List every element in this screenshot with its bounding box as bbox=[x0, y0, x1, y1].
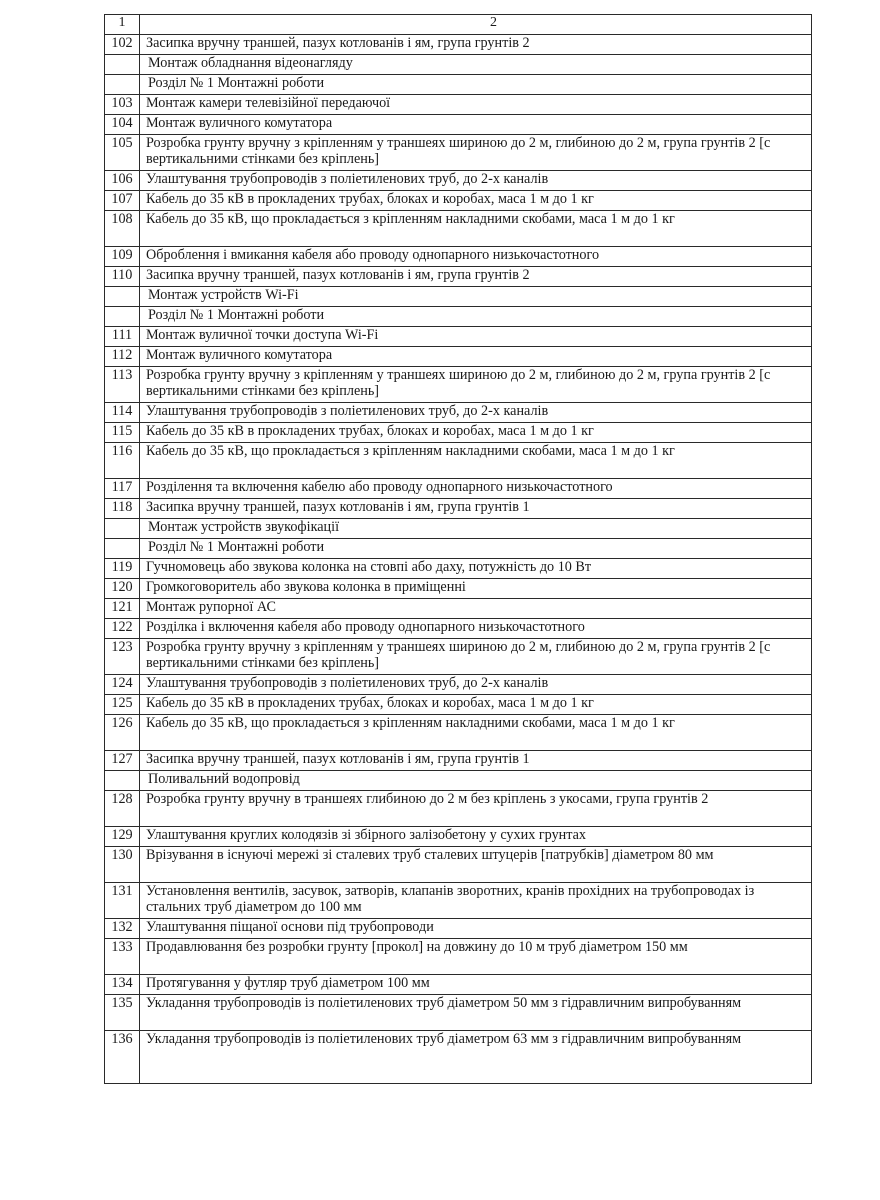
table-row bbox=[105, 307, 812, 327]
table-row bbox=[105, 559, 812, 579]
row-number: 128 bbox=[105, 791, 140, 827]
row-description: Укладання трубопроводів із поліетиленових труб діаметром 63 мм з гідравличним випробуванням bbox=[140, 1031, 812, 1084]
row-description: Гучномовець або звукова колонка на стовпі або даху, потужність до 10 Вт bbox=[140, 559, 812, 579]
row-number bbox=[105, 75, 140, 95]
row-number: 116 bbox=[105, 443, 140, 479]
table-row bbox=[105, 919, 812, 939]
row-number: 110 bbox=[105, 267, 140, 287]
table-row bbox=[105, 287, 812, 307]
row-description: Розділ № 1 Монтажні роботи bbox=[140, 75, 812, 95]
table-row bbox=[105, 579, 812, 599]
row-number: 106 bbox=[105, 171, 140, 191]
row-description: Розробка грунту вручну з кріпленням у траншеях шириною до 2 м, глибиною до 2 м, група грунтів 2 [с вертикальними стінками без кріплень] bbox=[140, 639, 812, 675]
table-row bbox=[105, 115, 812, 135]
row-number: 133 bbox=[105, 939, 140, 975]
estimate-table-body bbox=[105, 15, 812, 1084]
row-description: Розділка і включення кабеля або проводу однопарного низькочастотного bbox=[140, 619, 812, 639]
row-description: Оброблення і вмикання кабеля або проводу однопарного низькочастотного bbox=[140, 247, 812, 267]
row-description: Засипка вручну траншей, пазух котлованів і ям, група грунтів 2 bbox=[140, 267, 812, 287]
table-row bbox=[105, 135, 812, 171]
row-number: 126 bbox=[105, 715, 140, 751]
row-number: 108 bbox=[105, 211, 140, 247]
row-description: Кабель до 35 кВ, що прокладається з кріпленням накладними скобами, маса 1 м до 1 кг bbox=[140, 211, 812, 247]
row-description: Врізування в існуючі мережі зі сталевих труб сталевих штуцерів [патрубків] діаметром 80 мм bbox=[140, 847, 812, 883]
row-number: 123 bbox=[105, 639, 140, 675]
row-description: Кабель до 35 кВ в прокладених трубах, блоках и коробах, маса 1 м до 1 кг bbox=[140, 695, 812, 715]
table-row bbox=[105, 883, 812, 919]
table-row bbox=[105, 191, 812, 211]
table-row bbox=[105, 95, 812, 115]
document-sheet bbox=[104, 14, 812, 1084]
table-row bbox=[105, 403, 812, 423]
table-row bbox=[105, 751, 812, 771]
table-header-row bbox=[105, 15, 812, 35]
row-number bbox=[105, 539, 140, 559]
table-row bbox=[105, 423, 812, 443]
table-row bbox=[105, 939, 812, 975]
table-row bbox=[105, 327, 812, 347]
row-description: Монтаж устройств Wi-Fi bbox=[140, 287, 812, 307]
row-description: Розробка грунту вручну з кріпленням у траншеях шириною до 2 м, глибиною до 2 м, група грунтів 2 [с вертикальними стінками без кріплень] bbox=[140, 367, 812, 403]
row-description: Розробка грунту вручну в траншеях глибиною до 2 м без кріплень з укосами, група грунтів 2 bbox=[140, 791, 812, 827]
row-number: 132 bbox=[105, 919, 140, 939]
row-number: 122 bbox=[105, 619, 140, 639]
row-number: 114 bbox=[105, 403, 140, 423]
row-description: Засипка вручну траншей, пазух котлованів і ям, група грунтів 2 bbox=[140, 35, 812, 55]
row-number: 121 bbox=[105, 599, 140, 619]
table-row bbox=[105, 995, 812, 1031]
table-row bbox=[105, 75, 812, 95]
table-row bbox=[105, 35, 812, 55]
table-row bbox=[105, 695, 812, 715]
row-number: 111 bbox=[105, 327, 140, 347]
table-row bbox=[105, 519, 812, 539]
row-number bbox=[105, 287, 140, 307]
table-row bbox=[105, 347, 812, 367]
row-number: 119 bbox=[105, 559, 140, 579]
header-col-2: 2 bbox=[140, 15, 812, 35]
table-row bbox=[105, 791, 812, 827]
row-description: Улаштування трубопроводів з поліетиленових труб, до 2-х каналів bbox=[140, 675, 812, 695]
row-number: 113 bbox=[105, 367, 140, 403]
row-description: Установлення вентилів, засувок, затворів, клапанів зворотних, кранів прохідних на трубопроводах із стальних труб діаметром до 100 мм bbox=[140, 883, 812, 919]
row-number: 135 bbox=[105, 995, 140, 1031]
row-number: 129 bbox=[105, 827, 140, 847]
table-row bbox=[105, 247, 812, 267]
row-number: 124 bbox=[105, 675, 140, 695]
row-number: 112 bbox=[105, 347, 140, 367]
row-description: Монтаж вуличної точки доступа Wi-Fi bbox=[140, 327, 812, 347]
table-row bbox=[105, 499, 812, 519]
table-row bbox=[105, 827, 812, 847]
row-number: 130 bbox=[105, 847, 140, 883]
table-row bbox=[105, 675, 812, 695]
table-row bbox=[105, 367, 812, 403]
row-description: Монтаж обладнання відеонагляду bbox=[140, 55, 812, 75]
row-description: Розробка грунту вручну з кріпленням у траншеях шириною до 2 м, глибиною до 2 м, група грунтів 2 [с вертикальними стінками без кріплень] bbox=[140, 135, 812, 171]
row-number: 136 bbox=[105, 1031, 140, 1084]
row-number bbox=[105, 55, 140, 75]
table-row bbox=[105, 539, 812, 559]
table-row bbox=[105, 619, 812, 639]
table-row bbox=[105, 639, 812, 675]
estimate-table bbox=[104, 14, 812, 1084]
table-row bbox=[105, 443, 812, 479]
row-description: Продавлювання без розробки грунту [прокол] на довжину до 10 м труб діаметром 150 мм bbox=[140, 939, 812, 975]
row-number: 102 bbox=[105, 35, 140, 55]
row-number: 131 bbox=[105, 883, 140, 919]
row-description: Громкоговоритель або звукова колонка в приміщенні bbox=[140, 579, 812, 599]
row-number bbox=[105, 771, 140, 791]
table-row bbox=[105, 55, 812, 75]
table-row bbox=[105, 479, 812, 499]
row-number bbox=[105, 519, 140, 539]
table-row bbox=[105, 715, 812, 751]
row-description: Улаштування піщаної основи під трубопроводи bbox=[140, 919, 812, 939]
table-row bbox=[105, 975, 812, 995]
row-description: Розділ № 1 Монтажні роботи bbox=[140, 539, 812, 559]
row-description: Засипка вручну траншей, пазух котлованів і ям, група грунтів 1 bbox=[140, 499, 812, 519]
row-number: 107 bbox=[105, 191, 140, 211]
row-description: Монтаж вуличного комутатора bbox=[140, 347, 812, 367]
row-description: Укладання трубопроводів із поліетиленових труб діаметром 50 мм з гідравличним випробуванням bbox=[140, 995, 812, 1031]
row-number: 103 bbox=[105, 95, 140, 115]
row-number: 134 bbox=[105, 975, 140, 995]
table-row bbox=[105, 211, 812, 247]
row-description: Протягування у футляр труб діаметром 100 мм bbox=[140, 975, 812, 995]
row-number: 105 bbox=[105, 135, 140, 171]
table-row bbox=[105, 599, 812, 619]
table-row bbox=[105, 1031, 812, 1084]
header-col-1: 1 bbox=[105, 15, 140, 35]
table-row bbox=[105, 771, 812, 791]
row-number: 125 bbox=[105, 695, 140, 715]
row-number: 117 bbox=[105, 479, 140, 499]
row-description: Улаштування трубопроводів з поліетиленових труб, до 2-х каналів bbox=[140, 171, 812, 191]
row-description: Улаштування трубопроводів з поліетиленових труб, до 2-х каналів bbox=[140, 403, 812, 423]
row-number: 120 bbox=[105, 579, 140, 599]
row-number bbox=[105, 307, 140, 327]
row-number: 118 bbox=[105, 499, 140, 519]
row-description: Засипка вручну траншей, пазух котлованів і ям, група грунтів 1 bbox=[140, 751, 812, 771]
row-description: Кабель до 35 кВ, що прокладається з кріпленням накладними скобами, маса 1 м до 1 кг bbox=[140, 715, 812, 751]
table-row bbox=[105, 267, 812, 287]
row-description: Кабель до 35 кВ в прокладених трубах, блоках и коробах, маса 1 м до 1 кг bbox=[140, 423, 812, 443]
row-number: 127 bbox=[105, 751, 140, 771]
row-description: Монтаж устройств звукофікації bbox=[140, 519, 812, 539]
row-number: 109 bbox=[105, 247, 140, 267]
row-number: 104 bbox=[105, 115, 140, 135]
row-description: Монтаж рупорної АС bbox=[140, 599, 812, 619]
row-description: Монтаж камери телевізійної передаючої bbox=[140, 95, 812, 115]
row-description: Кабель до 35 кВ в прокладених трубах, блоках и коробах, маса 1 м до 1 кг bbox=[140, 191, 812, 211]
row-description: Розділення та включення кабелю або проводу однопарного низькочастотного bbox=[140, 479, 812, 499]
row-description: Кабель до 35 кВ, що прокладається з кріпленням накладними скобами, маса 1 м до 1 кг bbox=[140, 443, 812, 479]
row-description: Улаштування круглих колодязів зі збірного залізобетону у сухих грунтах bbox=[140, 827, 812, 847]
row-description: Розділ № 1 Монтажні роботи bbox=[140, 307, 812, 327]
row-number: 115 bbox=[105, 423, 140, 443]
row-description: Поливальний водопровід bbox=[140, 771, 812, 791]
table-row bbox=[105, 171, 812, 191]
row-description: Монтаж вуличного комутатора bbox=[140, 115, 812, 135]
table-row bbox=[105, 847, 812, 883]
